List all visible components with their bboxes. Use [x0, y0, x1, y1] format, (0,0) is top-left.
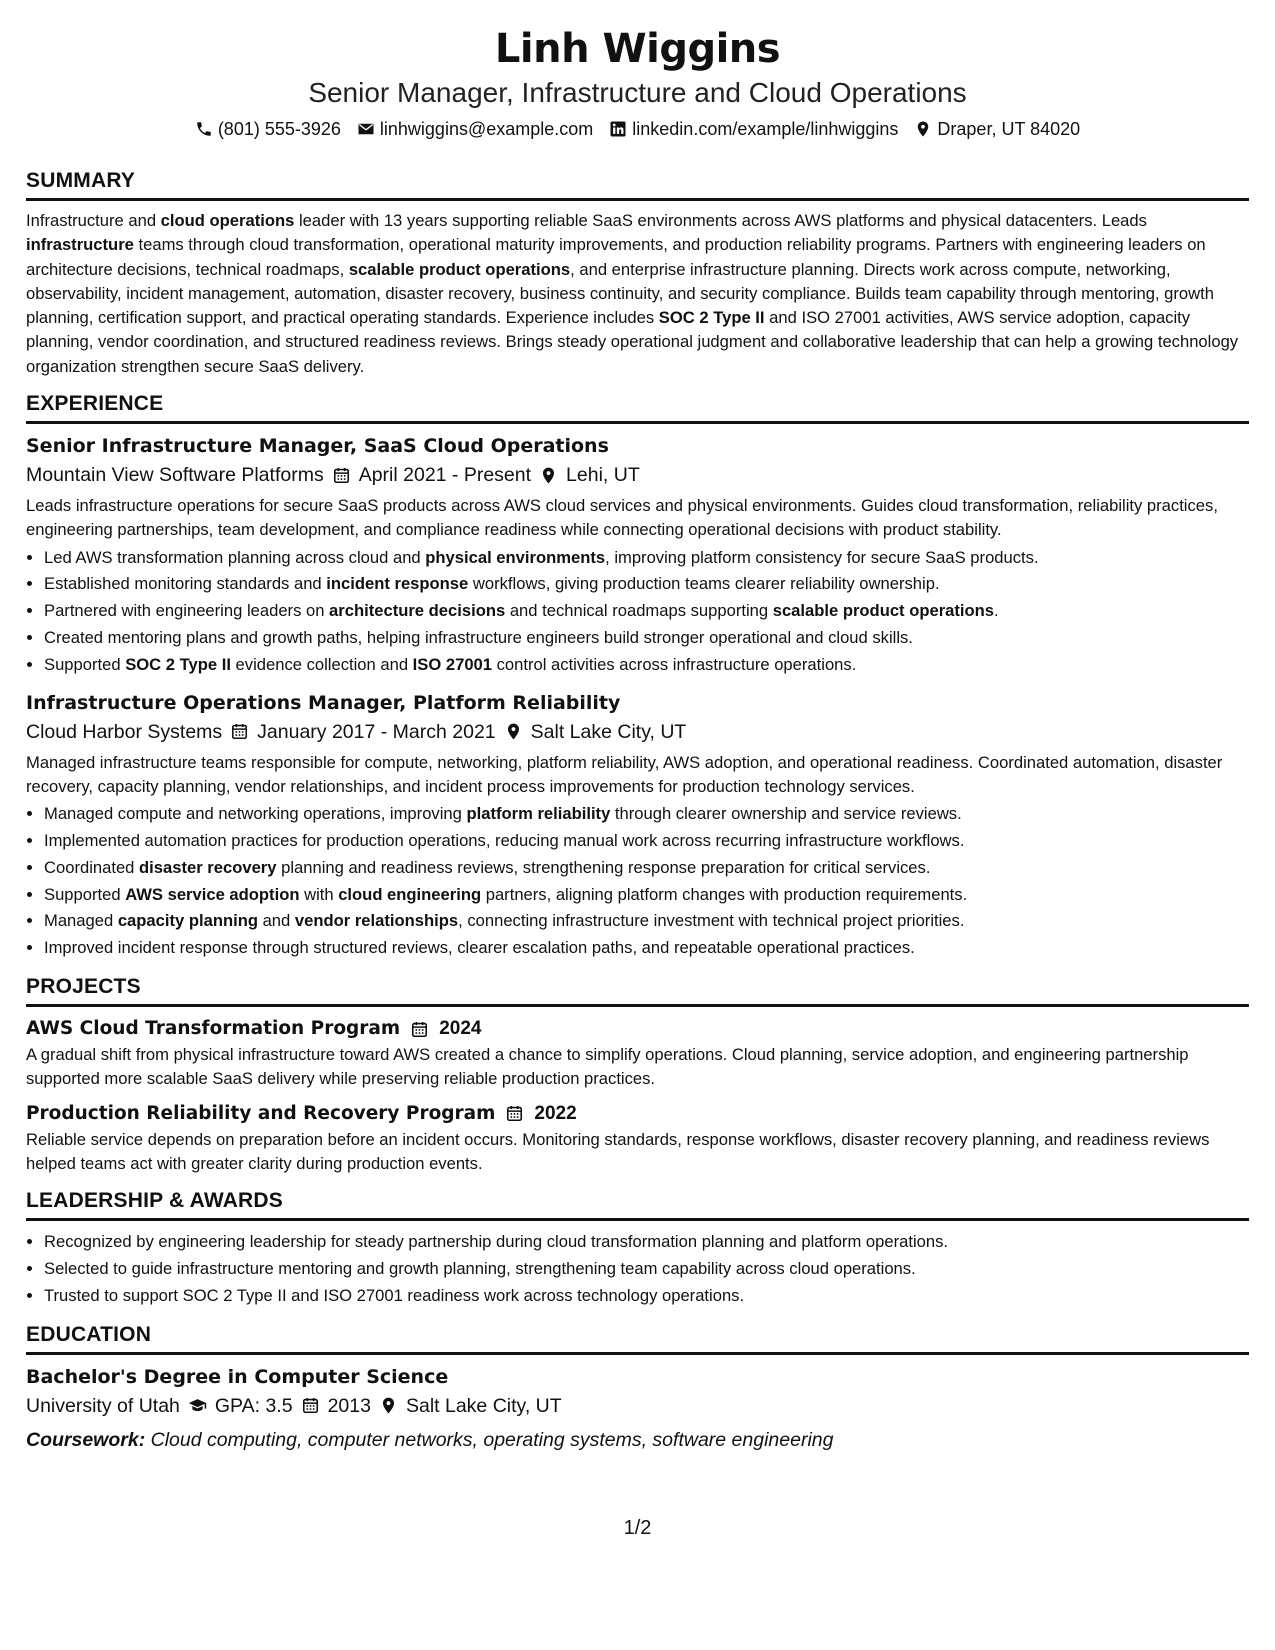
project-header: [26, 1015, 1249, 1043]
job-company: Cloud Harbor Systems: [26, 720, 223, 743]
calendar-icon: [332, 466, 351, 485]
job-description: Managed infrastructure teams responsible for compute, networking, platform reliability, AWS adoption, and operational readiness. Coordinated automation, disaster recovery, capacity planning, vendor relationships, and incident process improvements for production technology services.: [26, 752, 1223, 796]
section-heading: EDUCATION: [26, 1322, 1249, 1355]
list-item: • Created mentoring plans and growth paths, helping infrastructure engineers build stronger operational and cloud skills.: [44, 625, 1249, 652]
job-dates: [332, 460, 531, 490]
list-item: • Supported AWS service adoption with cloud engineering partners, aligning platform changes with production requirements.: [44, 882, 1249, 909]
summary-section: [26, 168, 1249, 379]
project-title: Production Reliability and Recovery Program: [26, 1102, 496, 1124]
experience-section: [26, 391, 1249, 962]
phone-icon: [195, 120, 213, 138]
project-entry: [26, 1015, 1249, 1092]
project-entry: [26, 1100, 1249, 1177]
list-item: • Recognized by engineering leadership for steady partnership during cloud transformation planning and platform operations.: [44, 1229, 1249, 1256]
section-heading: EXPERIENCE: [26, 391, 1249, 424]
job-bullets: [26, 545, 1249, 679]
calendar-icon: [410, 1020, 429, 1039]
project-description: Reliable service depends on preparation before an incident occurs. Monitoring standards, response workflows, disaster recovery planning, and readiness reviews helped teams act with greater clarity during production events.: [26, 1129, 1210, 1173]
page-number: 1/2: [623, 1517, 652, 1539]
job-bullets: [26, 801, 1249, 962]
map-pin-icon: [504, 722, 523, 741]
calendar-icon: [230, 722, 249, 741]
job-dates: [230, 717, 495, 747]
candidate-title: Senior Manager, Infrastructure and Cloud Operations: [308, 77, 967, 108]
job-company: Mountain View Software Platforms: [26, 464, 324, 487]
resume-body: [26, 168, 1249, 1467]
leadership-section: [26, 1188, 1249, 1309]
project-header: [26, 1100, 1249, 1128]
list-item: • Improved incident response through structured reviews, clearer escalation paths, and repeatable operational practices.: [44, 935, 1249, 962]
list-item: • Supported SOC 2 Type II evidence collection and ISO 27001 control activities across infrastructure operations.: [44, 652, 1249, 679]
job-title: Infrastructure Operations Manager, Platform Reliability: [26, 691, 621, 714]
job-meta: [26, 460, 1249, 490]
coursework: [26, 1425, 1249, 1455]
job-description: Leads infrastructure operations for secure SaaS products across AWS cloud services and physical environments. Guides cloud transformation, reliability practices, engineering partnerships, team development, and compliance readiness while connecting operational decisions with product stability.: [26, 496, 1218, 540]
education-location: [379, 1391, 562, 1421]
job-meta: [26, 717, 1249, 747]
map-pin-icon: [914, 120, 932, 138]
calendar-icon: [301, 1396, 320, 1415]
leadership-bullets: [26, 1229, 1249, 1309]
education-meta: [26, 1391, 1249, 1421]
summary-text: Infrastructure and cloud operations leader with 13 years supporting reliable SaaS environments across AWS platforms and physical datacenters. Leads infrastructure teams through cloud transformation, operational maturity improvements, and production reliability programs. Partners with engineering leaders on architecture decisions, technical roadmaps, scalable product operations, and enterprise infrastructure planning. Directs work across compute, networking, observability, incident management, automation, disaster recovery, business continuity, and security compliance. Builds team capability through mentoring, growth planning, certification support, and practical operating standards. Experience includes SOC 2 Type II and ISO 27001 activities, AWS service adoption, capacity planning, vendor coordination, and structured readiness reviews. Brings steady operational judgment and collaborative leadership that can help a growing technology organization strengthen secure SaaS delivery.: [26, 211, 1239, 376]
list-item: • Partnered with engineering leaders on architecture decisions and technical roadmaps supporting scalable product operations.: [44, 598, 1249, 625]
education-year: [301, 1391, 371, 1421]
education-section: [26, 1322, 1249, 1455]
job-dates-text: January 2017 - March 2021: [257, 720, 496, 743]
contact-phone-text: (801) 555-3926: [217, 119, 341, 139]
job-location: [504, 717, 687, 747]
projects-section: [26, 974, 1249, 1176]
list-item: • Selected to guide infrastructure mentoring and growth planning, strengthening team capability across cloud operations.: [44, 1256, 1249, 1283]
section-heading: SUMMARY: [26, 168, 1249, 201]
gpa-text: GPA: 3.5: [214, 1394, 293, 1417]
contact-phone[interactable]: [195, 116, 341, 142]
education-gpa: [188, 1391, 293, 1421]
coursework-text: Cloud computing, computer networks, operating systems, software engineering: [150, 1428, 834, 1451]
list-item: • Trusted to support SOC 2 Type II and ISO 27001 readiness work across technology operations.: [44, 1283, 1249, 1310]
contact-email[interactable]: [357, 116, 593, 142]
list-item: • Established monitoring standards and incident response workflows, giving production teams clearer reliability ownership.: [44, 571, 1249, 598]
resume-header: [0, 0, 1275, 142]
contact-location-text: Draper, UT 84020: [937, 119, 1081, 139]
linkedin-icon: [609, 120, 627, 138]
education-location-text: Salt Lake City, UT: [405, 1394, 562, 1417]
job-location-text: Salt Lake City, UT: [530, 720, 687, 743]
job-location-text: Lehi, UT: [566, 464, 640, 487]
map-pin-icon: [539, 466, 558, 485]
job-dates-text: April 2021 - Present: [358, 464, 532, 487]
map-pin-icon: [379, 1396, 398, 1415]
list-item: • Managed compute and networking operations, improving platform reliability through clearer ownership and service reviews.: [44, 801, 1249, 828]
project-description: A gradual shift from physical infrastructure toward AWS created a chance to simplify operations. Cloud planning, service adoption, and engineering partnership supported more scalable SaaS delivery while preserving reliable production practices.: [26, 1045, 1189, 1089]
section-heading: PROJECTS: [26, 974, 1249, 1007]
contact-location: [914, 116, 1080, 142]
candidate-name: Linh Wiggins: [494, 26, 781, 72]
list-item: • Implemented automation practices for production operations, reducing manual work across recurring infrastructure workflows.: [44, 828, 1249, 855]
list-item: • Led AWS transformation planning across cloud and physical environments, improving platform consistency for secure SaaS products.: [44, 545, 1249, 572]
job-entry: [26, 432, 1249, 679]
project-year: 2024: [439, 1018, 482, 1040]
contact-line: [0, 116, 1275, 142]
list-item: • Managed capacity planning and vendor relationships, connecting infrastructure investment with technical project priorities.: [44, 908, 1249, 935]
education-year-text: 2013: [327, 1394, 371, 1417]
project-year: 2022: [534, 1102, 577, 1124]
job-entry: [26, 689, 1249, 962]
envelope-icon: [357, 120, 375, 138]
contact-email-text: linhwiggins@example.com: [379, 119, 594, 139]
calendar-icon: [505, 1104, 524, 1123]
list-item: • Coordinated disaster recovery planning and readiness reviews, strengthening response preparation for critical services.: [44, 855, 1249, 882]
job-location: [539, 460, 640, 490]
section-heading: LEADERSHIP & AWARDS: [26, 1188, 1249, 1221]
school-name: University of Utah: [26, 1394, 180, 1417]
contact-linkedin-text: linkedin.com/example/linhwiggins: [632, 119, 899, 139]
contact-linkedin[interactable]: [609, 116, 898, 142]
project-title: AWS Cloud Transformation Program: [26, 1018, 401, 1040]
coursework-label: Coursework:: [26, 1428, 146, 1451]
degree-title: Bachelor's Degree in Computer Science: [26, 1365, 449, 1388]
job-title: Senior Infrastructure Manager, SaaS Cloud Operations: [26, 435, 609, 458]
graduation-cap-icon: [188, 1396, 207, 1415]
